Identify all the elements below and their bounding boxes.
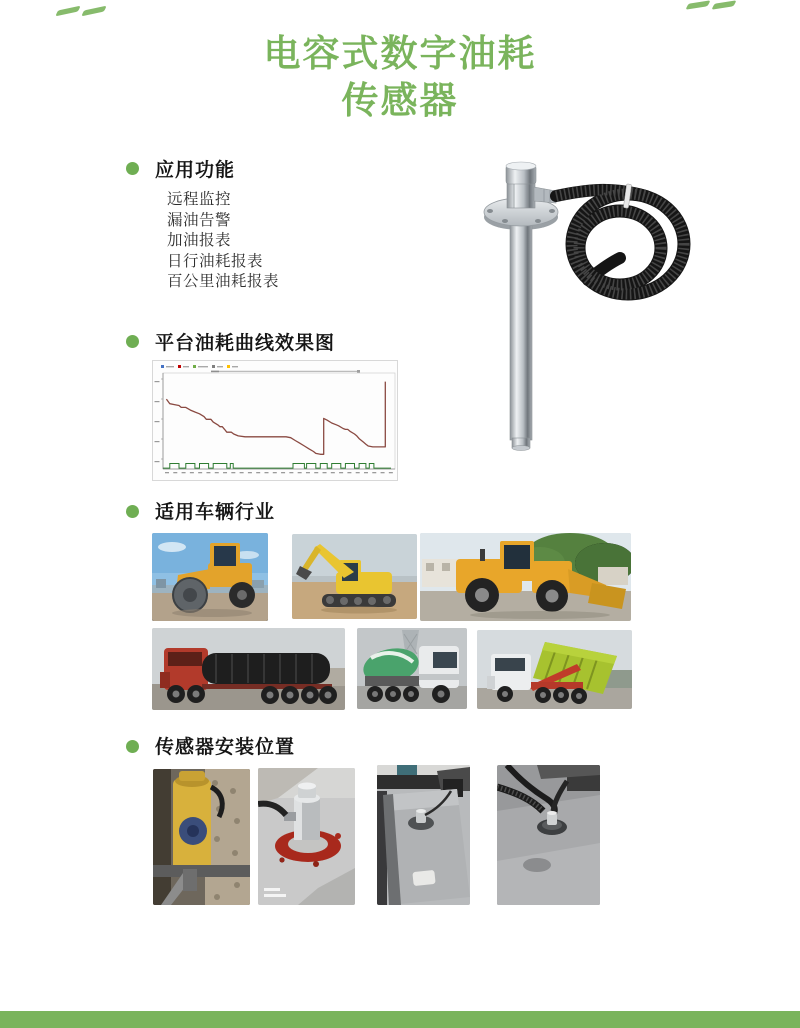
- vehicle-photo-wheel-loader: [420, 533, 631, 621]
- bullet-icon: [126, 162, 139, 175]
- vehicle-photo-concrete-mixer-truck: [357, 628, 467, 709]
- decor-tick-icon: [685, 0, 710, 9]
- bullet-icon: [126, 335, 139, 348]
- page-title-line2: 传感器: [341, 80, 459, 121]
- top-left-decor-mark: [58, 8, 104, 14]
- vehicle-photo-excavator: [292, 534, 417, 619]
- page-title: [0, 30, 800, 124]
- fuel-sensor-illustration: [460, 150, 760, 480]
- footer-accent-bar: [0, 1011, 800, 1028]
- decor-tick-icon: [711, 0, 736, 9]
- sensor-cable: [556, 190, 684, 294]
- vehicle-photo-tanker-truck: [152, 628, 345, 710]
- bullet-icon: [126, 740, 139, 753]
- section-heading-vehicles: 适用车辆行业: [155, 502, 276, 523]
- feature-item: 加油报表: [167, 232, 232, 249]
- section-heading-features: 应用功能: [155, 160, 236, 181]
- page-title-line1: 电容式数字油耗: [263, 33, 537, 74]
- top-right-decor-mark: [688, 2, 734, 8]
- section-heading-install: 传感器安装位置: [155, 737, 296, 758]
- feature-item: 百公里油耗报表: [167, 273, 280, 290]
- bullet-icon: [126, 505, 139, 518]
- feature-item: 远程监控: [167, 191, 232, 208]
- chart-legend: [161, 365, 238, 368]
- decor-tick-icon: [55, 6, 80, 17]
- feature-item: 漏油告警: [167, 211, 232, 229]
- install-photo-sensor-on-tank-top: [377, 765, 470, 905]
- feature-list: [167, 190, 279, 293]
- decor-tick-icon: [81, 6, 106, 17]
- install-photo-sensor-with-red-sealant: [258, 768, 355, 905]
- install-photo-sensor-on-yellow-machine: [153, 769, 250, 905]
- fuel-chart-svg: [153, 361, 397, 480]
- vehicle-photo-hooklift-garbage-truck: [477, 630, 632, 709]
- vehicle-photo-road-roller: [152, 533, 268, 621]
- install-photo-sensor-with-black-cables: [497, 765, 600, 905]
- feature-item: 日行油耗报表: [167, 252, 264, 270]
- capacitive-fuel-sensor-product-photo: [460, 150, 760, 480]
- section-heading-chart: 平台油耗曲线效果图: [155, 333, 336, 354]
- fuel-consumption-chart: [152, 360, 398, 481]
- chart-range-slider[interactable]: [211, 370, 360, 373]
